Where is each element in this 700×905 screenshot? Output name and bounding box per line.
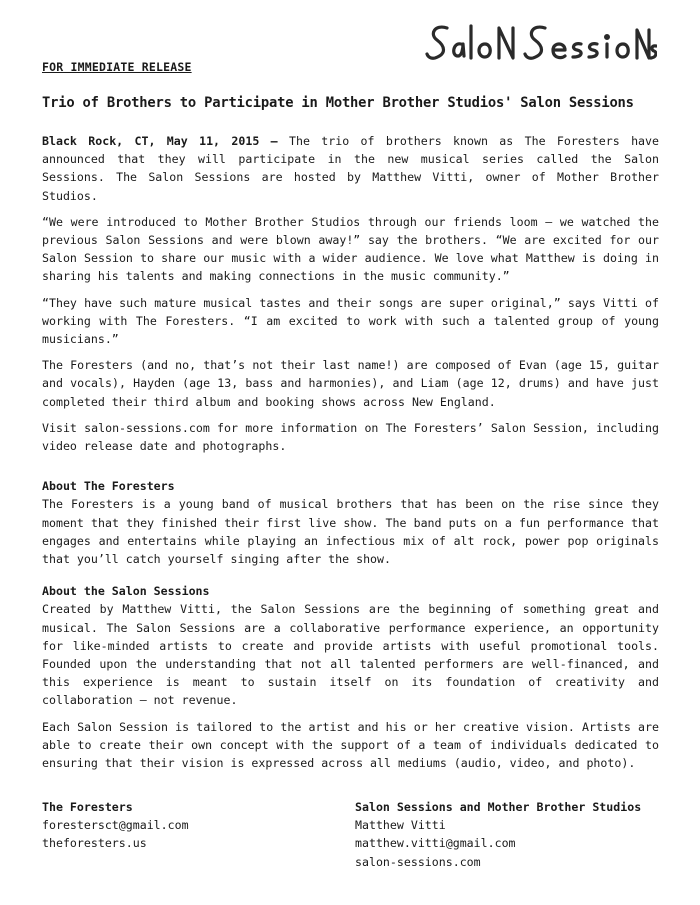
contact-name: Salon Sessions and Mother Brother Studios xyxy=(355,800,642,814)
contact-foresters xyxy=(42,798,189,853)
quote-paragraph-2: “They have such mature musical tastes and their songs are super original,” says Vitti of working with The Foresters. “I am excited to work with such a talented group of young musicians.” xyxy=(42,295,659,347)
intro-text: The trio of brothers known as The Foresters have announced that they will participate in the new musical series called the Salon Sessions. The Salon Sessions are hosted by Matthew Vitti, owner of Mother Brother Studios. xyxy=(42,134,659,203)
about-salon-heading: About the Salon Sessions xyxy=(42,584,210,599)
contact-person: Matthew Vitti xyxy=(355,818,446,833)
body-text xyxy=(42,132,659,780)
headline: Trio of Brothers to Participate in Mother Brother Studios' Salon Sessions xyxy=(42,95,634,111)
about-salon-text-1: Created by Matthew Vitti, the Salon Sessions are the beginning of something great and musical. The Salon Sessions are a collaborative performance experience, an opportunity for like-minded artists to create and provide artists with useful promotional tools. Founded upon the understanding that not all talented performers are well-financed, and this experience is meant to sustain itself on its foundation of creativity and collaboration – not revenue. xyxy=(42,602,659,708)
about-salon-text-2: Each Salon Session is tailored to the artist and his or her creative vision. Artists are able to create their own concept with the support of a team of individuals dedicated to ensuring that their vision is expressed across all mediums (audio, video, and photo). xyxy=(42,719,659,771)
contact-website[interactable]: theforesters.us xyxy=(42,836,147,851)
about-foresters-text: The Foresters is a young band of musical brothers that has been on the rise since they moment that they finished their first live show. The band puts on a fun performance that engages and entertains while playing an infectious mix of alt rock, power pop originals that you’ll catch yourself singing after the show. xyxy=(42,497,659,567)
contact-email[interactable]: forestersct@gmail.com xyxy=(42,818,189,833)
about-salon-section xyxy=(42,582,659,772)
about-foresters-section xyxy=(42,477,659,568)
contact-website[interactable]: salon-sessions.com xyxy=(355,854,481,869)
contact-salon-sessions xyxy=(355,798,641,871)
contact-name: The Foresters xyxy=(42,800,133,814)
about-foresters-heading: About The Foresters xyxy=(42,479,175,494)
dateline: Black Rock, CT, May 11, 2015 – xyxy=(42,134,278,148)
salon-sessions-logo xyxy=(425,18,657,76)
contact-email[interactable]: matthew.vitti@gmail.com xyxy=(355,836,516,851)
release-label: FOR IMMEDIATE RELEASE xyxy=(42,60,192,74)
members-paragraph: The Foresters (and no, that’s not their last name!) are composed of Evan (age 15, guitar and vocals), Hayden (age 13, bass and harmonies), and Liam (age 12, drums) and have just completed their third album and booking shows across New England. xyxy=(42,358,659,409)
intro-paragraph xyxy=(42,132,659,205)
visit-paragraph: Visit salon-sessions.com for more information on The Foresters’ Salon Session, including video release date and photographs. xyxy=(42,420,659,454)
quote-paragraph-1: “We were introduced to Mother Brother Studios through our friends loom – we watched the previous Salon Sessions and were blown away!” say the brothers. “We are excited for our Salon Session to share our music with a wider audience. We love what Matthew is doing in sharing his talents and making connections in the music community.” xyxy=(42,214,659,284)
